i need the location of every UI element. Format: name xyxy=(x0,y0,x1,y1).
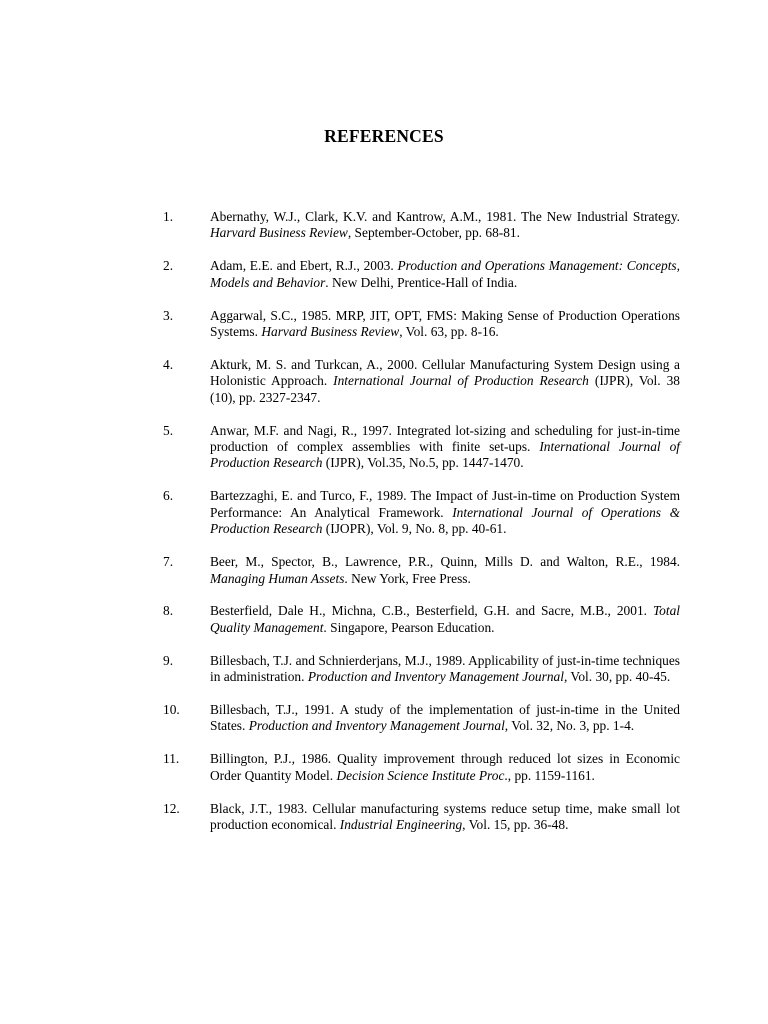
reference-body: Billesbach, T.J., 1991. A study of the implementation of just-in-time in the United States. xyxy=(210,702,680,734)
reference-number: 3. xyxy=(163,307,174,323)
reference-details: , Vol. 15, pp. 36-48. xyxy=(462,817,569,833)
reference-body: Anwar, M.F. and Nagi, R., 1997. Integrated lot-sizing and scheduling for just-in-time production of complex assemblies with finite set-ups. xyxy=(210,422,680,455)
reference-number: 4. xyxy=(163,356,174,372)
reference-body: Billington, P.J., 1986. Quality improvement through reduced lot sizes in Economic Order Quantity Model. xyxy=(210,751,680,783)
reference-source: International Journal of Production Research xyxy=(333,373,589,389)
reference-source: International Journal of Production Research xyxy=(210,439,680,471)
page-title: REFERENCES xyxy=(324,126,444,146)
reference-details: , September-October, pp. 68-81. xyxy=(347,225,520,241)
reference-details: . New York, Free Press. xyxy=(344,570,471,586)
reference-source: Production and Operations Management: Concepts, Models and Behavior xyxy=(210,258,680,290)
reference-source: Harvard Business Review xyxy=(261,324,400,340)
reference-body: Aggarwal, S.C., 1985. MRP, JIT, OPT, FMS: Making Sense of Production Operations Systems. xyxy=(210,307,680,340)
reference-number: 8. xyxy=(163,603,174,619)
reference-text xyxy=(210,209,680,242)
reference-number: 2. xyxy=(163,258,174,274)
reference-source: International Journal of Operations & Production Research xyxy=(210,504,680,537)
reference-item xyxy=(163,258,680,291)
reference-source: Managing Human Assets xyxy=(210,570,345,586)
reference-details: , Vol. 32, No. 3, pp. 1-4. xyxy=(504,718,635,734)
reference-item xyxy=(163,308,680,341)
reference-number: 5. xyxy=(163,422,174,438)
reference-source: Total Quality Management xyxy=(210,603,680,635)
reference-number: 9. xyxy=(163,652,174,668)
reference-item xyxy=(163,801,680,834)
reference-source: Harvard Business Review xyxy=(210,225,348,241)
reference-item xyxy=(163,751,680,784)
reference-details: , Vol. 30, pp. 40-45. xyxy=(563,669,671,685)
reference-body: Besterfield, Dale H., Michna, C.B., Besterfield, G.H. and Sacre, M.B., 2001. xyxy=(210,603,653,619)
reference-number: 11. xyxy=(163,751,180,767)
reference-item xyxy=(163,209,680,242)
reference-text xyxy=(210,801,680,834)
reference-body: Bartezzaghi, E. and Turco, F., 1989. The Impact of Just-in-time on Production System Performance: An Analytical Framework. xyxy=(210,488,680,520)
reference-details: (IJPR), Vol. 38 (10), pp. 2327-2347. xyxy=(210,373,680,405)
reference-text xyxy=(210,308,680,341)
reference-body: Black, J.T., 1983. Cellular manufacturing systems reduce setup time, make small lot production economical. xyxy=(210,800,680,833)
reference-item xyxy=(163,554,680,587)
reference-source: Industrial Engineering xyxy=(339,817,463,833)
reference-text xyxy=(210,258,680,291)
reference-text xyxy=(210,554,680,587)
reference-item xyxy=(163,488,680,537)
reference-number: 6. xyxy=(163,488,174,504)
reference-details: (IJPR), Vol.35, No.5, pp. 1447-1470. xyxy=(322,455,524,471)
reference-body: Abernathy, W.J., Clark, K.V. and Kantrow, A.M., 1981. The New Industrial Strategy. xyxy=(210,209,680,224)
reference-details: ., pp. 1159-1161. xyxy=(504,767,595,783)
reference-item xyxy=(163,702,680,735)
reference-body: Adam, E.E. and Ebert, R.J., 2003. xyxy=(210,258,398,274)
reference-text xyxy=(210,603,680,636)
reference-details: . New Delhi, Prentice-Hall of India. xyxy=(325,274,518,290)
reference-details: . Singapore, Pearson Education. xyxy=(323,619,495,635)
reference-item xyxy=(163,653,680,686)
reference-item xyxy=(163,423,680,472)
reference-number: 7. xyxy=(163,554,174,570)
reference-text xyxy=(210,357,680,406)
reference-item xyxy=(163,603,680,636)
reference-text xyxy=(210,653,680,686)
reference-source: Decision Science Institute Proc xyxy=(336,767,505,783)
reference-item xyxy=(163,357,680,406)
reference-number: 10. xyxy=(163,702,180,718)
reference-text xyxy=(210,751,680,784)
reference-text xyxy=(210,702,680,735)
reference-text xyxy=(210,488,680,537)
reference-details: (IJOPR), Vol. 9, No. 8, pp. 40-61. xyxy=(322,521,507,537)
reference-number: 1. xyxy=(163,209,174,224)
reference-body: Akturk, M. S. and Turkcan, A., 2000. Cellular Manufacturing System Design using a Holonistic Approach. xyxy=(210,356,680,389)
reference-text xyxy=(210,423,680,472)
reference-source: Production and Inventory Management Journal xyxy=(248,718,505,734)
reference-details: , Vol. 63, pp. 8-16. xyxy=(399,324,499,340)
reference-body: Billesbach, T.J. and Schnierderjans, M.J., 1989. Applicability of just-in-time techniques in administration. xyxy=(210,652,680,685)
reference-source: Production and Inventory Management Journal xyxy=(307,669,564,685)
reference-number: 12. xyxy=(163,800,180,816)
reference-body: Beer, M., Spector, B., Lawrence, P.R., Quinn, Mills D. and Walton, R.E., 1984. xyxy=(210,554,680,570)
reference-list xyxy=(163,209,680,850)
